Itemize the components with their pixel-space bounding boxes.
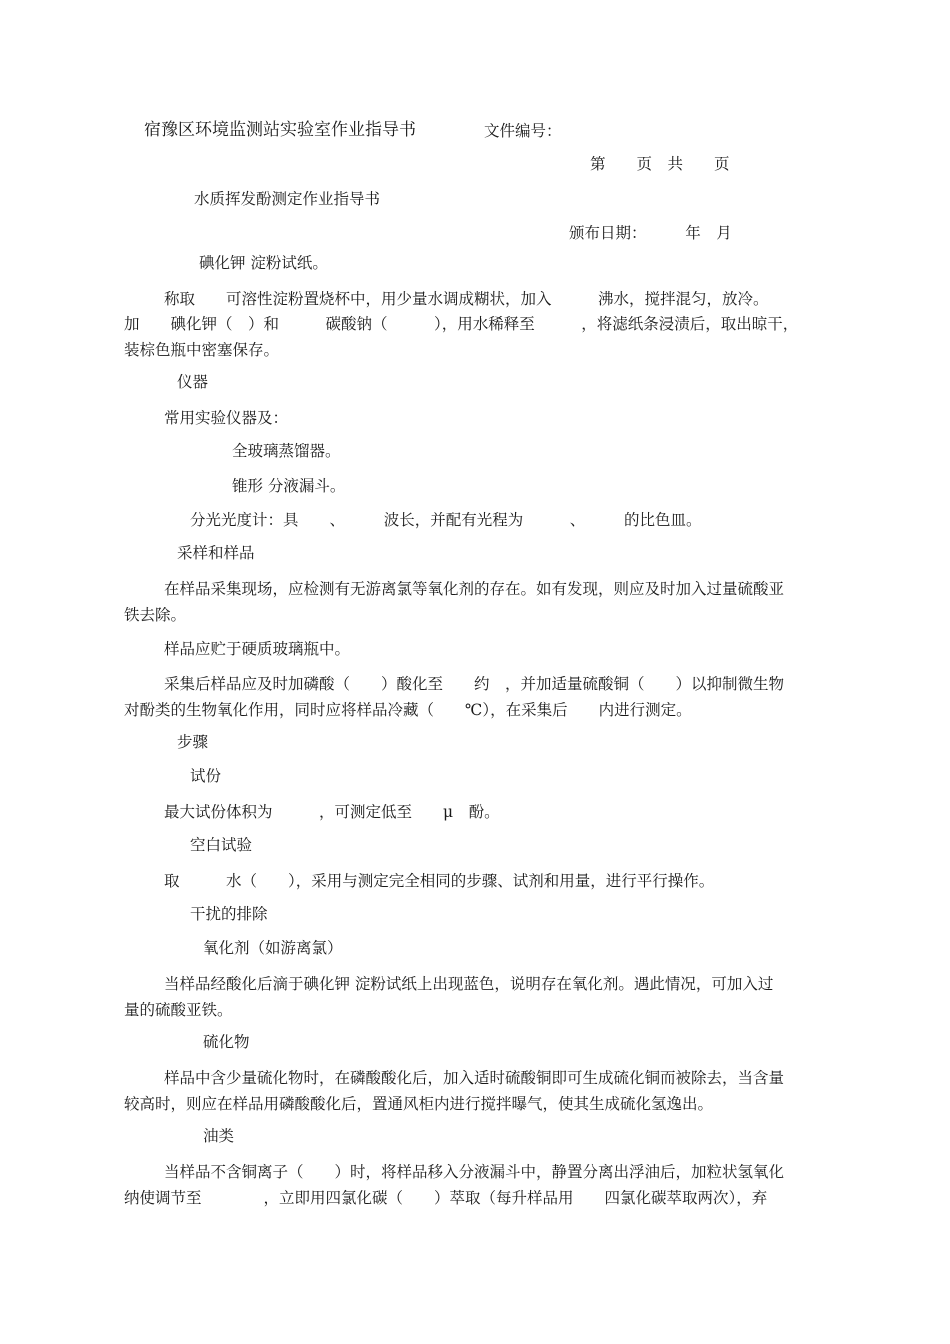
document-title: 水质挥发酚测定作业指导书: [194, 190, 381, 208]
section-heading-steps: 步骤: [177, 733, 209, 751]
institute-title: 宿豫区环境监测站实验室作业指导书: [144, 120, 416, 140]
section-heading-instruments: 仪器: [177, 373, 209, 391]
instrument-item: 锥形 分液漏斗。: [232, 477, 346, 495]
sampling-text-line: 在样品采集现场，应检测有无游离氯等氧化剂的存在。如有发现，则应及时加入过量硫酸亚: [164, 580, 785, 598]
oil-text-line: 当样品不含铜离子（ ）时，将样品移入分液漏斗中，静置分离出浮油后，加粒状氢氧化: [164, 1163, 785, 1181]
subheading-interference: 干扰的排除: [190, 905, 268, 923]
issue-date-label: 颁布日期： 年 月: [569, 224, 732, 242]
subheading-blank-test: 空白试验: [190, 836, 253, 854]
sulfide-text-line: 样品中含少量硫化物时，在磷酸酸化后，加入适时硫酸铜即可生成硫化铜而被除去，当含量: [164, 1069, 785, 1087]
test-portion-text: 最大试份体积为 ，可测定低至 μ 酚。: [164, 803, 500, 821]
reagent-text-line: 装棕色瓶中密塞保存。: [124, 341, 280, 359]
sulfide-text-line: 较高时，则应在样品用磷酸酸化后，置通风柜内进行搅拌曝气，使其生成硫化氢逸出。: [124, 1095, 714, 1113]
page-count-label: 第 页 共 页: [590, 155, 730, 173]
sampling-text-line: 采集后样品应及时加磷酸（ ）酸化至 约 ，并加适量硫酸铜（ ）以抑制微生物: [164, 675, 785, 693]
reagent-heading: 碘化钾 淀粉试纸。: [199, 254, 328, 272]
oil-text-line: 纳使调节至 ，立即用四氯化碳（ ）萃取（每升样品用 四氯化碳萃取两次），弃: [124, 1189, 768, 1207]
oxidant-text-line: 当样品经酸化后滴于碘化钾 淀粉试纸上出现蓝色，说明存在氧化剂。遇此情况，可加入过: [164, 975, 774, 993]
sampling-text-line: 样品应贮于硬质玻璃瓶中。: [164, 640, 351, 658]
reagent-text-line: 加 碘化钾（ ）和 碳酸钠（ ），用水稀释至 ，将滤纸条浸渍后，取出晾干，: [124, 315, 799, 333]
reagent-text-line: 称取 可溶性淀粉置烧杯中，用少量水调成糊状，加入 沸水，搅拌混匀，放冷。: [164, 290, 769, 308]
subheading-oxidant: 氧化剂（如游离氯）: [203, 939, 343, 957]
blank-test-text: 取 水（ ），采用与测定完全相同的步骤、试剂和用量，进行平行操作。: [164, 872, 715, 890]
instrument-item: 分光光度计：具 、 波长，并配有光程为 、 的比色皿。: [190, 511, 702, 529]
sampling-text-line: 对酚类的生物氧化作用，同时应将样品冷藏（ ℃），在采集后 内进行测定。: [124, 701, 692, 719]
section-heading-sampling: 采样和样品: [177, 544, 255, 562]
oxidant-text-line: 量的硫酸亚铁。: [124, 1001, 233, 1019]
instrument-item: 全玻璃蒸馏器。: [232, 442, 341, 460]
document-number-label: 文件编号：: [484, 122, 562, 140]
instruments-intro: 常用实验仪器及：: [164, 409, 289, 427]
subheading-sulfide: 硫化物: [203, 1033, 250, 1051]
sampling-text-line: 铁去除。: [124, 606, 187, 624]
subheading-oil: 油类: [203, 1127, 235, 1145]
subheading-test-portion: 试份: [190, 767, 222, 785]
